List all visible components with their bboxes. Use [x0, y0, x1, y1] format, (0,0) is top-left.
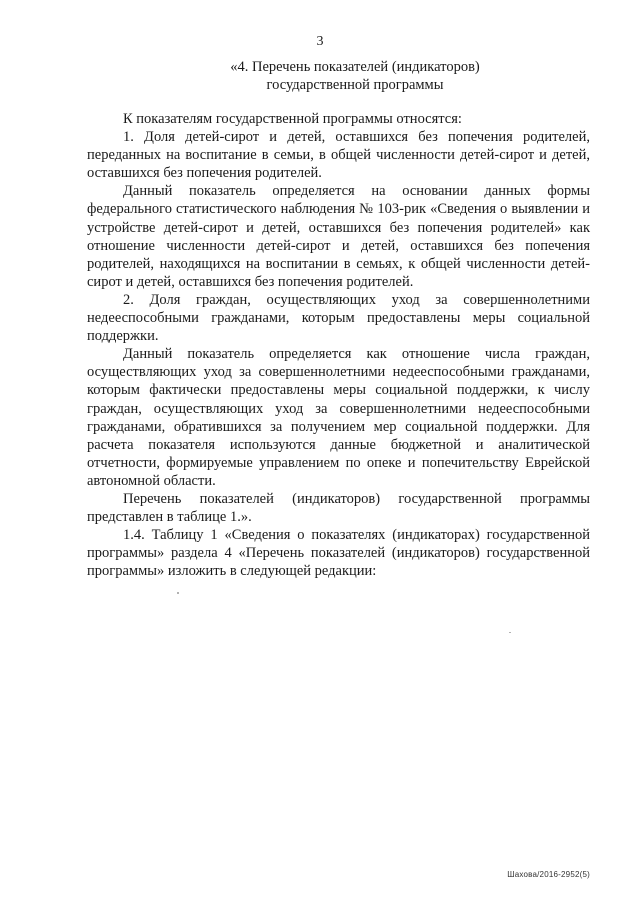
document-code-footer: Шахова/2016-2952(5) [507, 870, 590, 879]
paragraph-indicator-2-method: Данный показатель определяется как отношение числа граждан, осуществляющих уход за совершеннолетними недееспособными гражданами, которым фактически предоставлены меры социальной поддержки, к числу граждан, осуществляющих уход за совершеннолетними недееспособными гражданами, обратившихся за получением мер социальной поддержки. Для расчета показателя используются данные бюджетной и аналитической отчетности, формируемые управлением по опеке и попечительству Еврейской автономной области. [87, 346, 590, 489]
paragraph-indicator-1: 1. Доля детей-сирот и детей, оставшихся без попечения родителей, переданных на воспитание в семьи, в общей численности детей-сирот и детей, оставшихся без попечения родителей. [87, 129, 590, 182]
section-heading [180, 58, 530, 94]
page-number: 3 [316, 34, 324, 49]
heading-line-2: государственной программы [266, 77, 444, 93]
paragraph-intro: К показателям государственной программы относятся: [123, 111, 462, 127]
heading-line-1: «4. Перечень показателей (индикаторов) [230, 59, 480, 75]
paragraph-indicator-1-method: Данный показатель определяется на основании данных формы федерального статистического наблюдения № 103-рик «Сведения о выявлении и устройстве детей-сирот и детей, оставшихся без попечения родителей» как отношение численности детей-сирот и детей, оставшихся без попечения родителей, находящихся на воспитании в семьях, к общей численности детей-сирот и детей, оставшихся без попечения родителей. [87, 183, 590, 290]
scan-speck [509, 632, 511, 633]
scan-speck [177, 592, 179, 594]
paragraph-indicator-2: 2. Доля граждан, осуществляющих уход за совершеннолетними недееспособными гражданами, которым предоставлены меры социальной поддержки. [87, 291, 590, 345]
paragraph-table-reference: Перечень показателей (индикаторов) государственной программы представлен в таблице 1.». [87, 490, 590, 526]
paragraph-amendment-1-4: 1.4. Таблицу 1 «Сведения о показателях (индикаторах) государственной программы» раздела 4 «Перечень показателей (индикаторов) государственной программы» изложить в следующей редакции: [87, 527, 590, 580]
document-body [87, 110, 590, 580]
